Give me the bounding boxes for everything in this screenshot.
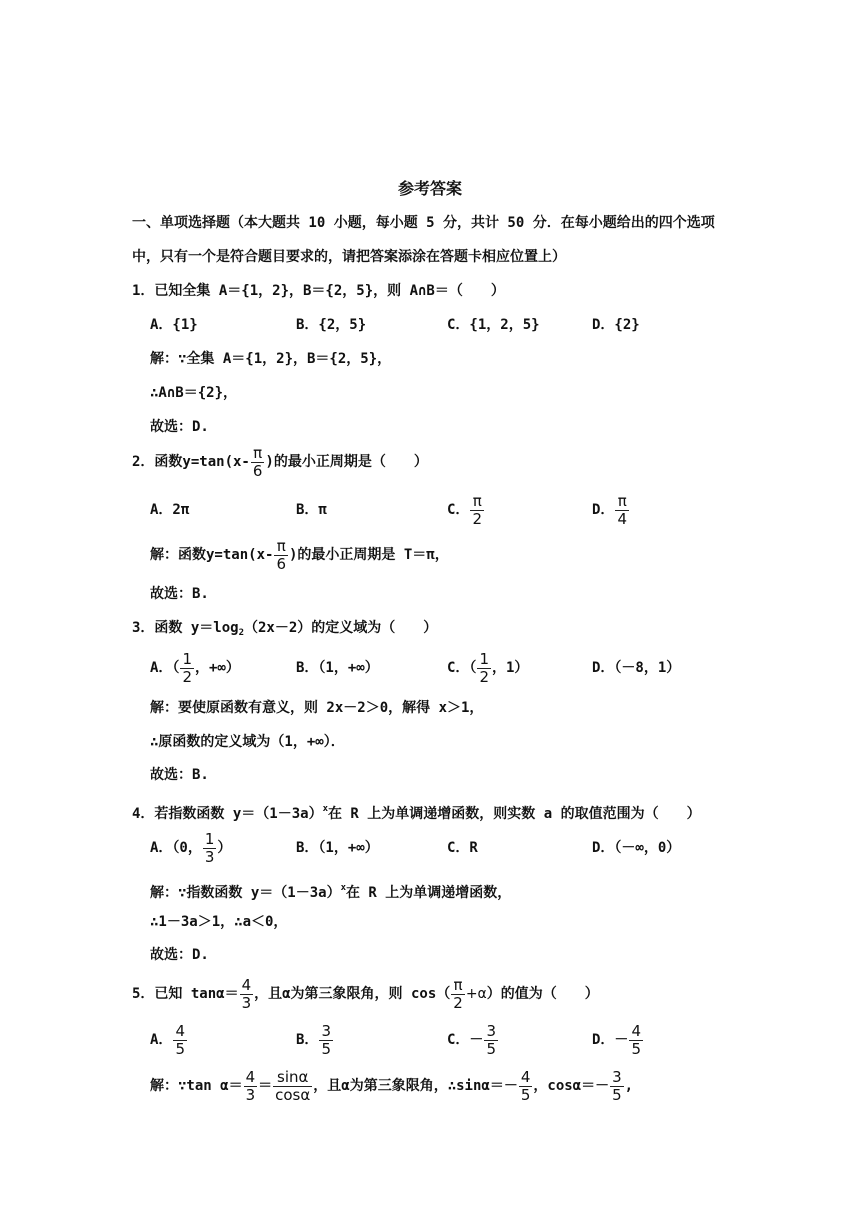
- q4-option-b: B．（1，+∞）: [296, 840, 379, 856]
- fraction-numerator: 1: [204, 829, 215, 848]
- q1-solution-line-1: 解：∵全集 A＝{1，2}，B＝{2，5}，: [150, 351, 392, 367]
- fraction-numerator: 3: [612, 1067, 622, 1086]
- fraction-denominator: 5: [175, 1039, 185, 1058]
- q5-stem-part-1: 5．已知 tanα＝: [132, 986, 239, 1002]
- fraction-denominator: 2: [453, 993, 463, 1012]
- fraction-denominator: 5: [321, 1039, 331, 1058]
- q2-solution-part-2: )的最小正周期是 T＝π，: [288, 547, 449, 563]
- option-label: C．（: [447, 660, 477, 676]
- question-5-stem: [132, 974, 599, 1014]
- q5-stem-part-3: ）的值为（ ）: [486, 986, 599, 1002]
- equals-sign: ＝: [258, 1078, 273, 1094]
- fraction-denominator: 2: [479, 667, 489, 686]
- option-tail: ，1）: [491, 660, 529, 676]
- q2-answer: 故选：B.: [150, 586, 209, 602]
- q5-solution-fraction-sin: [519, 1069, 533, 1104]
- fraction-denominator: 2: [182, 667, 192, 686]
- fraction-denominator: 5: [520, 1085, 531, 1104]
- q5-fraction-neg-3-5: [484, 1023, 498, 1058]
- fraction-denominator: 3: [241, 993, 252, 1012]
- section-heading-line-2: 中，只有一个是符合题目要求的，请把答案添涂在答题卡相应位置上）: [132, 249, 566, 265]
- q3-fraction-one-half: [180, 651, 194, 686]
- option-label: A．（: [150, 660, 180, 676]
- q3-option-d: D．（－8，1）: [592, 660, 681, 676]
- q5-stem-part-2: ，且α为第三象限角，则 cos（: [254, 986, 451, 1002]
- fraction-denominator: cosα: [275, 1085, 311, 1104]
- fraction-denominator: 3: [204, 847, 215, 866]
- fraction-numerator: 4: [175, 1021, 185, 1040]
- q4-fraction-one-third: [203, 831, 217, 866]
- q3-option-b: B．（1，+∞）: [296, 660, 379, 676]
- q3-fraction-one-half-c: [477, 651, 491, 686]
- q3-solution-line-1: 解：要使原函数有意义，则 2x－2＞0，解得 x＞1，: [150, 700, 484, 716]
- fraction-numerator: π: [472, 491, 482, 510]
- q4-option-a: [150, 828, 231, 868]
- q5-solution-part-1: 解：∵tan α＝: [150, 1078, 243, 1094]
- q3-answer: 故选：B.: [150, 767, 209, 783]
- fraction-denominator: 6: [252, 461, 263, 480]
- option-label: C．－: [447, 1032, 484, 1048]
- q2-stem-part-2: )的最小正周期是（ ）: [265, 454, 428, 470]
- question-3-stem: [132, 618, 437, 643]
- q5-fraction-4-5: [173, 1023, 187, 1058]
- q4-option-d: D．（－∞，0）: [592, 840, 681, 856]
- q3-option-a: [150, 648, 240, 688]
- q2-fraction-pi-over-4: [615, 493, 629, 528]
- option-label: B．: [296, 1032, 319, 1048]
- q2-solution-part-1: 解：函数y=tan(x-: [150, 547, 274, 563]
- plus-alpha: +α: [465, 986, 487, 1002]
- question-1-stem: 1．已知全集 A＝{1，2}，B＝{2，5}，则 A∩B＝（ ）: [132, 283, 505, 299]
- fraction-numerator: 4: [241, 975, 252, 994]
- q4-option-c: C．R: [447, 840, 478, 856]
- q5-solution-fraction-4-3: [244, 1069, 258, 1104]
- q5-solution-part-3: ，cosα＝－: [533, 1078, 610, 1094]
- fraction-numerator: sinα: [277, 1067, 309, 1086]
- q5-option-c: [447, 1020, 499, 1060]
- question-4-stem: [132, 799, 701, 824]
- q5-fraction-pi-over-2: [451, 977, 465, 1012]
- q4-solution-part-1: 解：∵指数函数 y＝（1－3a）: [150, 885, 341, 901]
- q2-option-a: A．2π: [150, 502, 190, 518]
- fraction-denominator: 5: [612, 1085, 622, 1104]
- q2-option-b: B．π: [296, 502, 327, 518]
- option-label: C．: [447, 502, 470, 518]
- exponent: x: [340, 883, 346, 893]
- q4-answer: 故选：D.: [150, 947, 209, 963]
- log-base: 2: [238, 628, 244, 638]
- q5-fraction-3-5: [319, 1023, 333, 1058]
- fraction-numerator: 1: [182, 649, 192, 668]
- q1-answer: 故选：D.: [150, 419, 209, 435]
- q5-solution-part-2: ，且α为第三象限角，∴sinα＝－: [313, 1078, 518, 1094]
- q4-stem-part-2: 在 R 上为单调递增函数，则实数 a 的取值范围为（ ）: [328, 806, 701, 822]
- fraction-numerator: 1: [479, 649, 489, 668]
- q5-solution-fraction-cos: [610, 1069, 624, 1104]
- option-label: D．－: [592, 1032, 629, 1048]
- fraction-denominator: 3: [245, 1085, 256, 1104]
- fraction-numerator: 4: [631, 1021, 641, 1040]
- q4-stem-part-1: 4．若指数函数 y＝（1－3a）: [132, 806, 323, 822]
- fraction-denominator: 6: [276, 554, 286, 573]
- section-heading-line-1: 一、单项选择题（本大题共 10 小题，每小题 5 分，共计 50 分．在每小题给出的四个选项: [132, 215, 715, 231]
- q2-fraction-pi-over-6: [251, 445, 265, 480]
- q3-option-c: [447, 648, 528, 688]
- fraction-numerator: 3: [321, 1021, 331, 1040]
- exponent: x: [322, 804, 328, 814]
- q1-option-c: C．{1，2，5}: [447, 317, 540, 333]
- q3-stem-part-1: 3．函数 y＝log: [132, 620, 239, 636]
- q3-solution-line-2: ∴原函数的定义域为（1，+∞）．: [150, 734, 345, 750]
- q1-option-d: D．{2}: [592, 317, 640, 333]
- fraction-numerator: 3: [486, 1021, 496, 1040]
- q5-option-d: [592, 1020, 644, 1060]
- option-tail: ，+∞）: [194, 660, 240, 676]
- page-title: 参考答案: [397, 179, 462, 198]
- fraction-denominator: 2: [472, 509, 482, 528]
- fraction-numerator: π: [276, 536, 286, 555]
- option-label: D．: [592, 502, 615, 518]
- q5-solution-part-4: ,: [624, 1078, 634, 1094]
- q5-fraction-neg-4-5: [629, 1023, 643, 1058]
- fraction-denominator: 5: [631, 1039, 641, 1058]
- fraction-denominator: 4: [617, 509, 627, 528]
- q2-option-c: [447, 490, 485, 530]
- fraction-numerator: 4: [245, 1067, 256, 1086]
- q3-stem-part-2: （2x－2）的定义域为（ ）: [244, 620, 438, 636]
- fraction-denominator: 5: [486, 1039, 496, 1058]
- q2-solution: [150, 537, 449, 573]
- q5-option-a: [150, 1020, 188, 1060]
- q5-option-b: [296, 1020, 334, 1060]
- q1-option-b: B．{2，5}: [296, 317, 367, 333]
- fraction-numerator: π: [453, 975, 463, 994]
- q5-solution-fraction-sin-cos: [273, 1069, 312, 1104]
- q2-solution-fraction: [274, 538, 288, 573]
- q2-fraction-pi-over-2: [470, 493, 484, 528]
- q2-option-d: [592, 490, 630, 530]
- question-2-stem: [132, 444, 428, 480]
- q1-option-a: A．{1}: [150, 317, 198, 333]
- q5-solution: [150, 1066, 633, 1106]
- q5-fraction-four-thirds: [240, 977, 254, 1012]
- option-label: A．（0，: [150, 840, 202, 856]
- option-tail: ）: [217, 840, 232, 856]
- q1-solution-line-2: ∴A∩B＝{2}，: [150, 385, 238, 401]
- q4-solution-line-1: [150, 878, 511, 903]
- fraction-numerator: 4: [520, 1067, 531, 1086]
- q2-stem-part-1: 2．函数y=tan(x-: [132, 454, 250, 470]
- fraction-numerator: π: [617, 491, 627, 510]
- option-label: A．: [150, 1032, 173, 1048]
- q4-solution-line-2: ∴1－3a＞1，∴a＜0，: [150, 914, 288, 930]
- q4-solution-part-2: 在 R 上为单调递增函数，: [346, 885, 512, 901]
- fraction-numerator: π: [253, 443, 263, 462]
